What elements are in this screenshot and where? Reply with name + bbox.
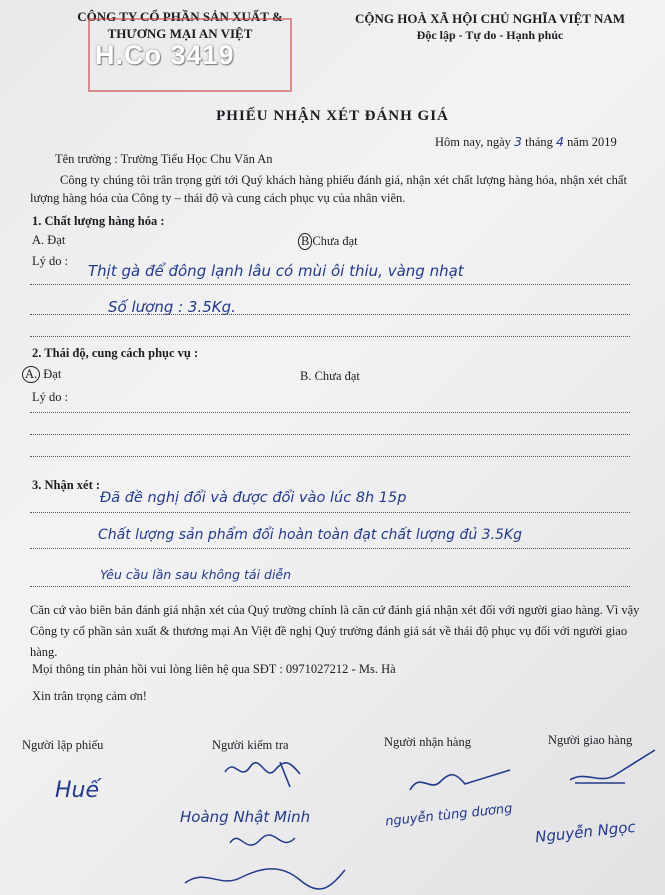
section3-line1: Đã đề nghị đổi và được đổi vào lúc 8h 15p <box>100 490 407 506</box>
signature-label-preparer: Người lập phiếu <box>22 738 104 752</box>
section1-heading: 1. Chất lượng hàng hóa : <box>32 214 165 228</box>
dotted-line <box>30 434 630 435</box>
section2-reason-label: Lý do : <box>32 390 69 404</box>
section3-line3: Yêu cầu lần sau không tái diễn <box>100 567 292 582</box>
section1-option-b-letter: B <box>298 233 312 250</box>
nation-title: CỘNG HOÀ XÃ HỘI CHỦ NGHĨA VIỆT NAM <box>354 11 626 26</box>
company-line-1: CÔNG TY CỔ PHẦN SẢN XUẤT & <box>77 9 283 24</box>
signature-receiver-name: nguyễn tùng dương <box>384 801 514 830</box>
dotted-line <box>30 336 630 337</box>
signature-scribble-receiver <box>405 762 515 798</box>
section1-reason-label: Lý do : <box>32 254 69 268</box>
signature-label-deliverer: Người giao hàng <box>548 733 633 747</box>
section1-option-a: A. Đạt <box>32 233 66 247</box>
section3-line2: Chất lượng sản phẩm đổi hoàn toàn đạt chất lượng đủ 3.5Kg <box>98 527 522 543</box>
thanks-line: Xin trân trọng cảm ơn! <box>32 689 147 703</box>
dotted-line <box>30 412 630 413</box>
signature-inspector-name: Hoàng Nhật Minh <box>180 808 311 826</box>
dotted-line <box>30 512 630 513</box>
national-header <box>330 10 650 44</box>
signature-scribble-deliverer <box>565 745 660 790</box>
date-year: 2019 <box>591 135 617 149</box>
signature-scribble-extra <box>180 858 350 893</box>
dotted-line <box>30 548 630 549</box>
signature-label-inspector: Người kiểm tra <box>212 738 289 752</box>
school-label: Tên trường : <box>55 152 118 166</box>
dotted-line <box>30 456 630 457</box>
signature-scribble-inspector <box>220 752 310 792</box>
intro-paragraph: Công ty chúng tôi trân trọng gửi tới Quý khách hàng phiếu đánh giá, nhận xét chất lượng hàng hóa, nhận xét chất lượng hàng hóa của Công ty – thái độ và cung cách phục vụ của nhân viên. <box>30 173 627 205</box>
section1-reason-line2: Số lượng : 3.5Kg. <box>108 298 236 316</box>
section3-heading: 3. Nhận xét : <box>32 478 101 492</box>
school-line <box>55 152 273 167</box>
company-line-2: THƯƠNG MẠI AN VIỆT <box>107 26 253 41</box>
stamp-code: H.Co 3419 <box>95 40 235 70</box>
date-prefix: Hôm nay, ngày <box>435 135 511 149</box>
section1-option-b <box>298 233 358 250</box>
dotted-line <box>30 314 630 315</box>
section2-heading: 2. Thái độ, cung cách phục vụ : <box>32 346 199 360</box>
contact-line: Mọi thông tin phản hồi vui lòng liên hệ qua SĐT : 0971027212 - Ms. Hà <box>32 662 396 676</box>
date-month: 4 <box>556 134 564 149</box>
signature-preparer: Huế <box>55 778 100 803</box>
section2-option-a-letter: A. <box>22 366 40 383</box>
date-year-label: năm <box>567 135 589 149</box>
dotted-line <box>30 284 630 285</box>
section1-reason-line1: Thịt gà để đông lạnh lâu có mùi ôi thiu, vàng nhạt <box>88 262 464 280</box>
school-value: Trường Tiểu Học Chu Văn An <box>120 152 273 166</box>
signature-label-receiver: Người nhận hàng <box>384 735 471 749</box>
section1-option-b-text: Chưa đạt <box>312 234 358 248</box>
date-day: 3 <box>514 134 522 149</box>
date-month-label: tháng <box>525 135 553 149</box>
signature-deliverer-name: Nguyễn Ngọc <box>534 817 637 847</box>
national-motto: Độc lập - Tự do - Hạnh phúc <box>416 28 564 42</box>
section2-option-b: B. Chưa đạt <box>300 369 360 383</box>
date-line <box>435 134 617 150</box>
section2-option-a-text: Đạt <box>43 367 62 381</box>
dotted-line <box>30 586 630 587</box>
document-title: PHIẾU NHẬN XÉT ĐÁNH GIÁ <box>216 108 449 124</box>
section2-option-a <box>22 366 61 383</box>
signature-scribble-inspector-2 <box>225 828 315 858</box>
closing-paragraph: Căn cứ vào biên bản đánh giá nhận xét của Quý trường chính là căn cứ đánh giá nhận xét đối với người giao hàng. Vì vậy Công ty cổ phần sản xuất & thương mại An Việt đề nghị Quý trường đánh giá sát về thái độ phục vụ đối với người giao hàng. <box>30 603 640 659</box>
